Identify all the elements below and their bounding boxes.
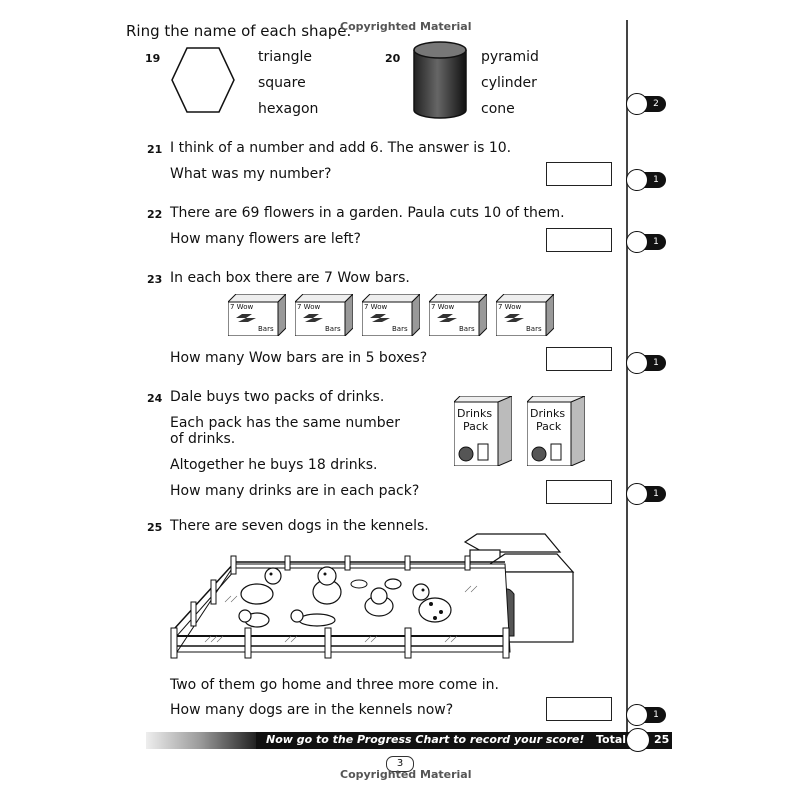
q21-line2: What was my number? bbox=[170, 166, 332, 182]
total-label: Total bbox=[596, 733, 627, 746]
wow-bars-box-icon: 7 Wow Bars bbox=[429, 294, 487, 336]
q24-line4: How many drinks are in each pack? bbox=[170, 483, 420, 499]
mark-circle-23[interactable] bbox=[626, 352, 648, 374]
mark-bubble-2: 2 bbox=[636, 96, 666, 112]
footer-bar bbox=[146, 732, 672, 749]
mark-bubble-23: 1 bbox=[636, 355, 666, 371]
footer-gradient bbox=[146, 732, 256, 749]
q23-line1: In each box there are 7 Wow bars. bbox=[170, 270, 410, 286]
q25-line1: There are seven dogs in the kennels. bbox=[170, 518, 429, 534]
option-cylinder[interactable]: cylinder bbox=[481, 75, 537, 91]
wow-bars-box-icon: 7 Wow Bars bbox=[228, 294, 286, 336]
question-number-23: 23 bbox=[147, 273, 163, 286]
hexagon-shape bbox=[170, 46, 236, 114]
q25-line3: How many dogs are in the kennels now? bbox=[170, 702, 454, 718]
drinks-pack-icon: Drinks Pack bbox=[454, 396, 512, 466]
drinks-pack-icon: Drinks Pack bbox=[527, 396, 585, 466]
answer-box-21[interactable] bbox=[546, 162, 612, 186]
q22-line1: There are 69 flowers in a garden. Paula cuts 10 of them. bbox=[170, 205, 565, 221]
option-pyramid[interactable]: pyramid bbox=[481, 49, 539, 65]
mark-bubble-21: 1 bbox=[636, 172, 666, 188]
question-number-21: 21 bbox=[147, 143, 163, 156]
copyright-bottom: Copyrighted Material bbox=[340, 768, 472, 781]
wow-bars-box-icon: 7 Wow Bars bbox=[496, 294, 554, 336]
option-square[interactable]: square bbox=[258, 75, 306, 91]
q24-line2a: Each pack has the same number bbox=[170, 415, 401, 431]
mark-circle-2[interactable] bbox=[626, 93, 648, 115]
total-value: 25 bbox=[654, 733, 670, 746]
instruction-text: Ring the name of each shape. bbox=[126, 22, 352, 40]
option-hexagon[interactable]: hexagon bbox=[258, 101, 319, 117]
answer-box-24[interactable] bbox=[546, 480, 612, 504]
question-number-20: 20 bbox=[385, 52, 401, 65]
q24-line3: Altogether he buys 18 drinks. bbox=[170, 457, 378, 473]
q24-line2b: of drinks. bbox=[170, 431, 236, 447]
q24-line1: Dale buys two packs of drinks. bbox=[170, 389, 385, 405]
kennels-illustration bbox=[165, 532, 575, 668]
mark-circle-21[interactable] bbox=[626, 169, 648, 191]
question-number-24: 24 bbox=[147, 392, 163, 405]
wow-bars-box-icon: 7 Wow Bars bbox=[295, 294, 353, 336]
copyright-top: Copyrighted Material bbox=[340, 20, 472, 33]
q23-line2: How many Wow bars are in 5 boxes? bbox=[170, 350, 428, 366]
footer-message: Now go to the Progress Chart to record your score! bbox=[266, 733, 585, 746]
total-circle[interactable] bbox=[626, 728, 650, 752]
option-cone[interactable]: cone bbox=[481, 101, 515, 117]
answer-box-25[interactable] bbox=[546, 697, 612, 721]
q21-line1: I think of a number and add 6. The answer is 10. bbox=[170, 140, 512, 156]
answer-box-22[interactable] bbox=[546, 228, 612, 252]
q25-line2: Two of them go home and three more come in. bbox=[170, 677, 499, 693]
mark-circle-22[interactable] bbox=[626, 231, 648, 253]
mark-circle-25[interactable] bbox=[626, 704, 648, 726]
mark-bubble-25: 1 bbox=[636, 707, 666, 723]
mark-bubble-24: 1 bbox=[636, 486, 666, 502]
question-number-25: 25 bbox=[147, 521, 163, 534]
mark-bubble-22: 1 bbox=[636, 234, 666, 250]
mark-circle-24[interactable] bbox=[626, 483, 648, 505]
question-number-22: 22 bbox=[147, 208, 163, 221]
answer-box-23[interactable] bbox=[546, 347, 612, 371]
wow-bars-box-icon: 7 Wow Bars bbox=[362, 294, 420, 336]
q22-line2: How many flowers are left? bbox=[170, 231, 361, 247]
cylinder-shape bbox=[410, 40, 470, 122]
page-number: 3 bbox=[386, 756, 414, 772]
question-number-19: 19 bbox=[145, 52, 161, 65]
option-triangle[interactable]: triangle bbox=[258, 49, 312, 65]
margin-line bbox=[626, 20, 628, 740]
